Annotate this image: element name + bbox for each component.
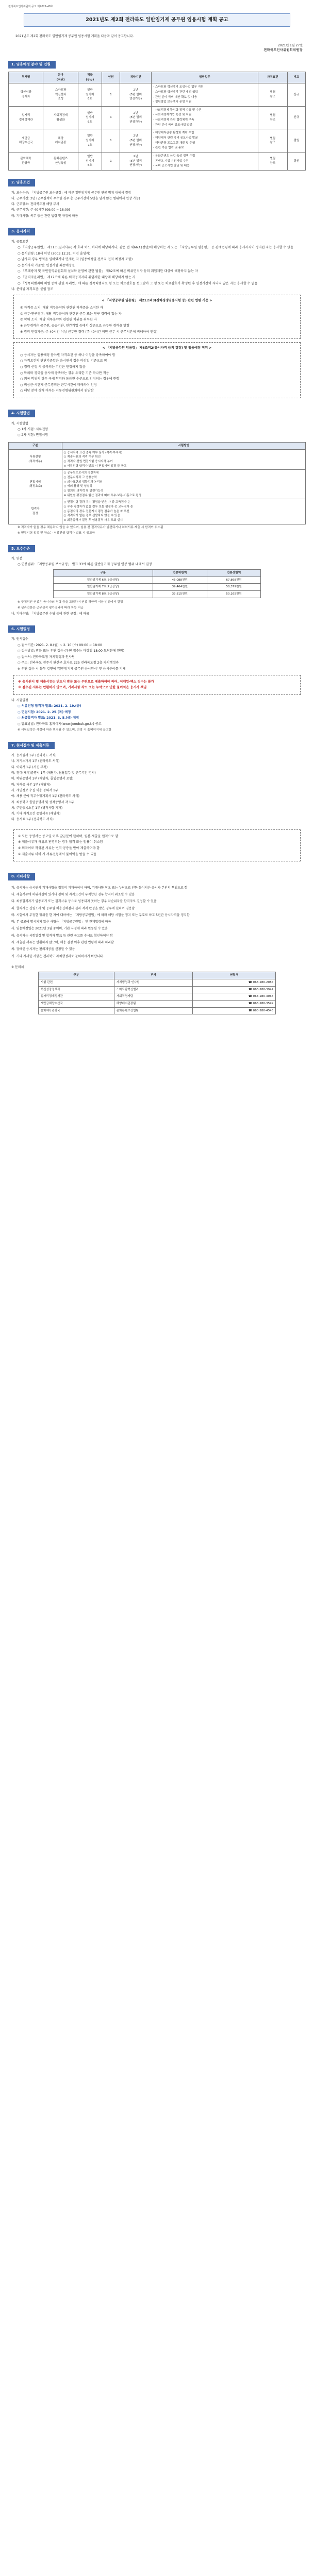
contact-cell: ☎ 063-280-3066 xyxy=(192,993,276,1001)
contact-cell: 시험 관련 xyxy=(38,979,114,986)
salary-cell: 일반임기제 6호(6급상당) xyxy=(53,577,153,584)
contact-cell: 새만금해양수산국 xyxy=(38,1000,114,1007)
law-box-1-line: ※ 근무경력은 공무원, 공공기관, 민간기업 등에서 상근으로 근무한 경력을 말함 xyxy=(20,324,130,328)
cell-dept: 새만금 해양수산국 xyxy=(9,129,43,152)
table-header-cell: 연락처 xyxy=(192,972,276,979)
exam-detail-line: ※ 서류전형 합격자 발표 시 면접시험 일정 등 공고 xyxy=(63,464,127,468)
exam-method-line: ○ 1차 시험: 서류전형 xyxy=(18,427,48,431)
table-header-cell: 연봉하한액 xyxy=(153,569,207,577)
table-header-cell: 구분 xyxy=(9,443,62,450)
cell-dept: 혁신성장 정책과 xyxy=(9,83,43,107)
salary-cell: 58,379천원 xyxy=(207,584,261,591)
notice-org: 전라북도인사위원회위원장 xyxy=(263,48,303,53)
exam-detail-line: ○ 면접시험 결과 우수 평정을 받은 자 중 고득점자 순 xyxy=(63,501,130,504)
cell-grade: 일반 임기제 6호 xyxy=(78,83,102,107)
exam-detail-line: ○ 우수 평정자가 없을 경우 보통 평정자 중 고득점자 순 xyxy=(63,505,134,509)
salary-cell: 67,868천원 xyxy=(207,577,261,584)
document-item: 라. 경력(재직)증명서 1부 (해당자, 담당업무 및 근무기간 명시) xyxy=(11,771,96,775)
application-title: 가. 원서접수 xyxy=(11,637,28,641)
duty-list xyxy=(153,108,256,128)
cell-count: 1 xyxy=(102,83,120,107)
exam-detail-line: ※ 최종합격자 결정 후 임용결격 사유 조회 실시 xyxy=(63,518,123,522)
document-note: ※ 제출서류가 허위로 판명되는 경우 합격 또는 임용이 취소됨 xyxy=(18,840,103,844)
duty-item: - 문화콘텐츠 산업 육성 정책 수립 xyxy=(153,155,195,158)
duty-list xyxy=(153,85,256,105)
law-box-1-line: ① 자격증 소지: 해당 직무분야와 관련된 자격증을 소지한 자 xyxy=(20,306,103,310)
documents-list xyxy=(8,753,306,822)
application-line: ○ 접수처: 전라북도청 자치행정과 인사팀 xyxy=(18,655,75,659)
exam-detail-line: ○ 적격자가 없는 경우 선발하지 않을 수 있음 xyxy=(63,514,120,518)
document-item: 다. 이력서 1부 (사진 부착) xyxy=(11,765,48,769)
qualification-line: ○ 응시자격 기준일: 면접시험 최종예정일 xyxy=(18,263,75,267)
table-row xyxy=(38,993,276,1001)
salary-note: ※ 성과연봉은 근무실적 평가결과에 따라 차등 지급 xyxy=(18,606,84,609)
exam-detail-line: ※ 위원별 평정점수 합산 결과에 따라 우수·보통·미흡으로 평정 xyxy=(63,494,142,497)
duty-list xyxy=(153,131,256,150)
contact-cell: 혁신성장정책과 xyxy=(38,986,114,993)
document-item: 나. 자기소개서 1부 (전라북도 서식) xyxy=(11,759,60,764)
law-box-2-line: ○ 해당 분야 경력 여부는 서류전형위원회에서 판단함 xyxy=(20,389,94,393)
misc-item: 라. 합격자는 신원조사 및 공무원 채용신체검사 결과 적격 판정을 받은 경우에 한하여 임용함 xyxy=(11,906,135,910)
duty-item: - 콘텐츠 기업 지원사업 추진 xyxy=(153,159,189,163)
cell-duties xyxy=(152,152,258,171)
table-header-cell: 구분 xyxy=(53,569,153,577)
duty-item: - 스마트팜 혁신밸리 조성사업 업무 지원 xyxy=(153,86,204,89)
exam-detail-line: ○ 예의·품행 및 성실성 xyxy=(63,485,92,488)
section-heading-4: 4. 시험방법 xyxy=(8,410,35,417)
cell-duties xyxy=(152,106,258,129)
table-header-cell: 부서명 xyxy=(9,72,43,83)
title-box xyxy=(24,13,290,27)
qualification-line: ○ 「성폭력범죄의 처벌 등에 관한 특례법」에 따른 성폭력범죄로 형 또는 치료감호를 선고받아 그 형 또는 치료감호가 확정된 후 일정기간이 지나지 않은 자는 응시할 수 없음 xyxy=(18,281,258,285)
cell-qual: 별첨 참조 xyxy=(258,152,287,171)
cell-grade: 일반 임기제 7호 xyxy=(78,129,102,152)
misc-item: 자. 제출된 서류는 반환하지 않으며, 채용 결정 이후 관련 법령에 따라 처리함 xyxy=(11,941,114,945)
document-note: ※ 제출서류 미비 시 서류전형에서 불이익을 받을 수 있음 xyxy=(18,852,97,856)
duty-item: - 해양관광 프로그램 개발 및 운영 xyxy=(153,141,195,145)
contact-cell: ☎ 063-280-4543 xyxy=(192,1007,276,1014)
qualification-line: ○ 응시연령: 18세 이상 (2003.12.31. 이전 출생자) xyxy=(18,251,91,256)
cell-note: 신규 xyxy=(287,83,305,107)
document-item: 가. 응시원서 1부 (전라북도 서식) xyxy=(11,754,57,758)
misc-item: 마. 시험에서 부정한 행위를 한 자에 대하여는 「지방공무원법」에 따라 해당 시험을 정지 또는 무효로 하고 5년간 응시자격을 정지함 xyxy=(11,913,190,917)
exam-detail-line: ○ 제출서류의 적격 여부 확인 xyxy=(63,455,101,459)
document-item: 차. 주민등록초본 1부 (병적사항 기재) xyxy=(11,806,63,810)
cell-duties xyxy=(152,129,258,152)
documents-note-box xyxy=(13,829,301,861)
exam-detail-line: ○ 응시자격 요건 충족 여부 심사 (적격·부적격) xyxy=(63,451,123,454)
document-item: 바. 자격증 사본 1부 (해당자) xyxy=(11,783,51,787)
duty-item: - 해양레저관광 활성화 계획 수립 xyxy=(153,131,194,135)
condition-item: 다. 근무장소: 전라북도청 해당 부서 xyxy=(11,202,59,207)
cell-dept: 문화체육 관광국 xyxy=(9,152,43,171)
document-note: ※ 모든 증명서는 공고일 이후 발급분에 한하며, 원본 제출을 원칙으로 함 xyxy=(18,834,119,838)
contact-cell: ☎ 063-280-3599 xyxy=(192,1000,276,1007)
duty-item: - 사회적경제기업 육성 및 지원 xyxy=(153,113,192,117)
duty-item: - 사회적경제 활성화 정책 수립 및 추진 xyxy=(153,108,202,112)
qualification-line: ○ 「지방공무원법」 제31조(결격사유) 각 호의 어느 하나에 해당하거나, 같은 법 제66조(정년)에 해당하는 자 또는 「지방공무원 임용령」 등 관계법령에 따라 응시자격이 정지된 자는 응시할 수 없음 xyxy=(18,245,294,249)
table-row xyxy=(9,470,306,499)
table-header-cell: 담당업무 xyxy=(152,72,258,83)
table-header-cell: 구분 xyxy=(38,972,114,979)
table-header-cell: 부서 xyxy=(114,972,192,979)
notice-date: 2021년 1월 27일 xyxy=(278,43,303,47)
law-box-2-line: ○ 자격요건의 판단기준일은 응시원서 접수 마감일 기준으로 함 xyxy=(20,359,107,363)
law-box-2-line: ○ 비상근·시간제 근무경력은 근무시간에 비례하여 인정 xyxy=(20,383,97,387)
cell-term: 2년 (5년 범위 연장가능) xyxy=(120,152,152,171)
schedule-line: ○ 최종합격자 발표: 2021. 3. 5.(금) 예정 xyxy=(18,716,79,720)
conditions-list xyxy=(8,191,306,218)
law-box-1-line: ② 근무·연구경력: 해당 직무분야와 관련된 근무 또는 연구 경력이 있는 자 xyxy=(20,312,122,316)
misc-item: 바. 본 공고에 명시되지 않은 사항은 「지방공무원법」 및 관계법령에 따름 xyxy=(11,920,111,924)
table-header-cell: 직급 (등급) xyxy=(78,72,102,83)
cell-count: 1 xyxy=(102,106,120,129)
exam-detail-line: ○ 전문지식과 그 응용능력 xyxy=(63,476,97,479)
misc-item: 나. 제출서류에 허위사실이 있거나 경력 및 자격요건이 부적합한 경우 합격이 취소될 수 있음 xyxy=(11,893,135,896)
section-heading-5: 5. 보수수준 xyxy=(8,545,35,553)
cell-count: 1 xyxy=(102,152,120,171)
duty-item: - 해양레저 관련 국비 공모사업 발굴 xyxy=(153,137,198,140)
salary-line: ○ 연봉범위: 「지방공무원 보수규정」 별표 33에 따른 일반임기제 공무원 연봉 범위 내에서 결정 xyxy=(18,563,152,567)
table-row xyxy=(9,499,306,524)
intro-text: 2021년도 제2회 전라북도 일반임기제 공무원 임용시험 계획을 다음과 같이 공고합니다. xyxy=(15,35,134,39)
salary-cell: 33,815천원 xyxy=(153,590,207,598)
salary-table xyxy=(53,569,261,598)
contact-cell: 해양레저관광팀 xyxy=(114,1000,192,1007)
salary-note: ※ 구체적인 연봉은 응시자의 경력 등을 고려하여 연봉 하한액 이상 범위에서 결정 xyxy=(18,600,123,604)
exam-stage: 합격자 결정 xyxy=(9,499,62,524)
document-item: 자. 최종학교 졸업증명서 및 성적증명서 각 1부 xyxy=(11,800,74,804)
qualification-line: ○ 남자의 경우 병역을 필하였거나 면제된 자 (임용예정일 전까지 전역 예정자 포함) xyxy=(18,258,133,262)
cell-grade: 일반 임기제 6호 xyxy=(78,106,102,129)
qualification-common-list xyxy=(8,245,306,286)
contact-table xyxy=(38,972,276,1014)
application-line: ○ 주소: 전라북도 전주시 완산구 효자로 225 전라북도청 2층 자치행정과 xyxy=(18,661,119,665)
cell-qual: 별첨 참조 xyxy=(258,83,287,107)
duty-item: - 청년창업 보육센터 운영 지원 xyxy=(153,100,192,104)
exam-note: ※ 적격자가 없을 경우 채용하지 않을 수 있으며, 임용 전 결격사유가 발견되거나 허위서류 제출 시 합격이 취소됨 xyxy=(18,526,163,529)
table-header-cell: 연봉상한액 xyxy=(207,569,261,577)
salary-cell: 50,165천원 xyxy=(207,590,261,598)
table-header-cell: 자격요건 xyxy=(258,72,287,83)
duty-item: - 관련 기관 협력 및 홍보 xyxy=(153,146,184,150)
salary-cell: 39,464천원 xyxy=(153,584,207,591)
section-heading-1: 1. 임용예정 분야 및 인원 xyxy=(8,61,56,69)
notice-meta xyxy=(8,43,303,53)
cell-term: 2년 (5년 범위 연장가능) xyxy=(120,106,152,129)
law-box-1-head: < 「지방공무원 임용령」 제21조의3(경력경쟁임용시험 등) 관련 법령 기준 > xyxy=(102,299,212,303)
exam-notes xyxy=(8,526,306,536)
duty-item: - 국비 공모사업 발굴 및 대응 xyxy=(153,164,190,168)
misc-item: 가. 응시자는 응시원서 기재사항을 정확히 기재하여야 하며, 기재사항 착오 또는 누락으로 인한 불이익은 응시자 본인의 책임으로 함 xyxy=(11,886,188,890)
duty-item: - 스마트팜 혁신밸리 관련 대외 협력 xyxy=(153,90,198,94)
exam-detail-line: ○ 창의력·의지력 및 발전가능성 xyxy=(63,489,104,493)
contact-cell: ☎ 063-280-2084 xyxy=(192,979,276,986)
cell-term: 2년 (5년 범위 연장가능) xyxy=(120,83,152,107)
allowance-line: 나. 기타수당: 「지방공무원 수당 등에 관한 규정」에 따름 xyxy=(11,612,89,616)
table-header-cell: 시험방법 xyxy=(62,443,305,450)
exam-detail-line: ○ 동점자의 경우 전문지식 평정 점수가 높은 자 우선 xyxy=(63,510,129,513)
page-title: 2021년도 제2회 전라북도 일반임기제 공무원 임용시험 계획 공고 xyxy=(86,16,228,23)
schedule-title: 나. 시험일정 xyxy=(11,698,28,702)
application-line: ※ 우편 접수 시 봉투 겉면에 '일반임기제 공무원 응시원서' 및 응시분야를 기재 xyxy=(18,667,126,671)
cell-field: 문화콘텐츠 산업육성 xyxy=(43,152,78,171)
exam-note: ※ 면접시험 일정 및 장소는 서류전형 합격자 발표 시 공고함 xyxy=(18,531,95,535)
cell-term: 2년 (5년 범위 연장가능) xyxy=(120,129,152,152)
application-line: ○ 접수기간: 2021. 2. 8.(월) ~ 2. 10.(수) 09:00 ~ 18:00 xyxy=(18,643,102,647)
table-header-cell: 분야 (직위) xyxy=(43,72,78,83)
condition-item: 가. 보수수준: 「지방공무원 보수규정」에 따른 일반임기제 공무원 연봉 범위 내에서 결정 xyxy=(11,191,131,195)
exam-detail xyxy=(62,499,305,524)
table-row xyxy=(9,152,306,171)
section-heading-2: 2. 임용조건 xyxy=(8,179,35,187)
document-item: 마. 학위증명서 1부 (해당자, 졸업증명서 포함) xyxy=(11,777,74,781)
misc-item: 차. 장애인 응시자는 편의제공을 신청할 수 있음 xyxy=(11,947,75,952)
table-row xyxy=(9,83,306,107)
schedule-line: ○ 면접시험: 2021. 2. 25.(목) 예정 xyxy=(18,710,71,714)
law-box-1-line: ※ 경력 인정기준: 주 40시간 이상 근무한 경력 (주 40시간 미만 근무 시 근무시간에 비례하여 인정) xyxy=(20,330,158,334)
section-heading-8: 8. 기타사항 xyxy=(8,873,35,880)
cell-duties xyxy=(152,83,258,107)
duty-item: - 사회적경제 관련 협력체계 구축 xyxy=(153,118,194,122)
table-header-cell: 인원 xyxy=(102,72,120,83)
schedule-line: ○ 서류전형 합격자 발표: 2021. 2. 19.(금) xyxy=(18,704,81,708)
cell-note: 신규 xyxy=(287,106,305,129)
announce-method: ○ 발표방법: 전라북도 홈페이지(www.jeonbuk.go.kr) 공고 xyxy=(18,722,102,726)
table-row xyxy=(38,979,276,986)
law-box-2 xyxy=(13,342,301,398)
duty-item: - 관련 분야 국비 공모사업 발굴 xyxy=(153,123,192,127)
salary-notes xyxy=(8,600,306,611)
duty-list xyxy=(153,154,256,168)
law-box-2-line: ○ 경력 산정 시 중복되는 기간은 인정하지 않음 xyxy=(20,365,86,369)
application-warning-box xyxy=(13,675,301,695)
schedule-note: ※ 시험일정은 사정에 따라 변경될 수 있으며, 변경 시 홈페이지에 공고함 xyxy=(18,728,111,732)
table-row xyxy=(9,129,306,152)
salary-cell: 일반임기제 8호(8급상당) xyxy=(53,590,153,598)
cell-grade: 일반 임기제 6호 xyxy=(78,152,102,171)
document-item: 아. 채용 분야 직무수행계획서 1부 (전라북도 서식) xyxy=(11,794,79,799)
exam-detail xyxy=(62,449,305,470)
exam-detail-line: ○ 공무원으로서의 정신자세 xyxy=(63,471,99,475)
table-row xyxy=(38,986,276,993)
law-box-1-line: ③ 학위 소지: 해당 직무분야와 관련된 학위를 취득한 자 xyxy=(20,318,97,322)
exam-method-table xyxy=(8,442,306,524)
salary-cell: 일반임기제 7호(7급상당) xyxy=(53,584,153,591)
table-row xyxy=(38,1000,276,1007)
cell-qual: 별첨 참조 xyxy=(258,129,287,152)
table-row xyxy=(53,584,261,591)
table-row xyxy=(9,106,306,129)
document-note: ※ 외국어로 작성된 서류는 번역·공증을 받아 제출하여야 함 xyxy=(18,846,100,850)
table-row xyxy=(9,449,306,470)
table-row xyxy=(38,1007,276,1014)
misc-item: 사. 임용예정일은 2021년 3월 중이며, 기관 사정에 따라 변동될 수 있음 xyxy=(11,927,108,931)
condition-item: 라. 근무시간: 주 40시간 (09:00 ~ 18:00) xyxy=(11,208,70,212)
cell-field: 해양 레저관광 xyxy=(43,129,78,152)
salary-cell: 46,088천원 xyxy=(153,577,207,584)
section-heading-3: 3. 응시자격 xyxy=(8,228,35,235)
law-box-1 xyxy=(13,295,301,339)
document-item: 타. 응시표 1부 (전라북도 서식) xyxy=(11,818,54,822)
contact-cell: 사회적경제팀 xyxy=(114,993,192,1001)
exam-method-title: 가. 시험방법 xyxy=(11,421,28,426)
contact-cell: 일자리경제정책관 xyxy=(38,993,114,1001)
application-warning: ※ 접수된 서류는 반환하지 않으며, 기재사항 착오 또는 누락으로 인한 불이익은 응시자 책임 xyxy=(18,686,147,690)
contact-cell: ☎ 063-280-3944 xyxy=(192,986,276,993)
cell-count: 1 xyxy=(102,129,120,152)
cell-note: 결원 xyxy=(287,152,305,171)
law-box-2-line: ○ 응시자는 임용예정 분야별 자격요건 중 하나 이상을 충족하여야 함 xyxy=(20,353,115,357)
misc-item: 다. 최종합격자가 임용포기 또는 결격사유 등으로 임용되지 못하는 경우 차순위자를 합격자로 결정할 수 있음 xyxy=(11,900,157,904)
cell-note: 결원 xyxy=(287,129,305,152)
cell-dept: 일자리 경제정책관 xyxy=(9,106,43,129)
schedule-list xyxy=(8,704,306,721)
law-box-2-head: < 「지방공무원 임용령」 제6조의2(응시자격 등의 결정) 및 임용예정 직위 > xyxy=(102,346,212,350)
document-item: 사. 개인정보 수집·이용 동의서 1부 xyxy=(11,788,58,792)
qualification-line: ○ 「부패방지 및 국민권익위원회의 설치와 운영에 관한 법률」 제82조에 따른 비위면직자 등의 취업제한 대상에 해당하지 않는 자 xyxy=(18,269,198,274)
misc-list xyxy=(8,886,306,959)
table-header-cell: 계약기간 xyxy=(120,72,152,83)
qualification-line: ○ 「공직자윤리법」 제17조에 따른 퇴직공직자의 취업제한 대상에 해당하지 않는 자 xyxy=(18,275,136,279)
exam-detail xyxy=(62,470,305,499)
exam-detail-line: ○ 의사표현의 정확성과 논리성 xyxy=(63,480,103,484)
misc-item: 카. 기타 자세한 사항은 전라북도 자치행정과로 문의하시기 바랍니다. xyxy=(11,954,104,958)
exam-stage: 면접시험 (평정요소) xyxy=(9,470,62,499)
table-row xyxy=(53,577,261,584)
document-item: 카. 기타 자격요건 증빙서류 (해당자) xyxy=(11,812,61,816)
exam-method-list xyxy=(8,427,306,438)
condition-item: 나. 근무기간: 2년 (근무실적이 우수한 경우 총 근무기간이 5년을 넘지 않는 범위에서 연장 가능) xyxy=(11,196,140,200)
contact-cell: 스마트팜혁신밸리 xyxy=(114,986,192,993)
exam-stage: 서류전형 (적격여부) xyxy=(9,449,62,470)
duty-item: - 관련 분야 국비 예산 확보 및 대응 xyxy=(153,95,197,99)
section-heading-7: 7. 원서접수 및 제출서류 xyxy=(8,742,55,750)
table-row xyxy=(53,590,261,598)
qualification-field-title: 나. 분야별 자격요건: 붙임 참조 xyxy=(11,287,54,292)
table-header-cell: 비고 xyxy=(287,72,305,83)
cell-qual: 별첨 참조 xyxy=(258,106,287,129)
salary-title: 가. 연봉 xyxy=(11,557,23,561)
law-box-2-line: ○ 학위와 경력을 동시에 충족하는 경우 유리한 기준 하나만 적용 xyxy=(20,371,109,375)
doc-number: 전라북도인사위원회 공고 제2021-48호 xyxy=(8,5,53,8)
exam-detail-line: ○ 적격자 전원 면접시험 응시자격 부여 xyxy=(63,460,113,463)
cell-field: 스마트팜 혁신밸리 조성 xyxy=(43,83,78,107)
condition-item: 마. 기타사항: 복무 등은 관련 법령 및 규정에 따름 xyxy=(11,214,78,218)
positions-table xyxy=(8,72,306,171)
section-heading-6: 6. 시험일정 xyxy=(8,625,35,633)
contact-intro: ※ 문의처 xyxy=(11,965,24,969)
contact-cell: 자치행정과 인사팀 xyxy=(114,979,192,986)
cell-field: 사회적경제 활성화 xyxy=(43,106,78,129)
qualification-common-title: 가. 공통요건 xyxy=(11,240,28,244)
contact-cell: 문화체육관광국 xyxy=(38,1007,114,1014)
exam-method-line: ○ 2차 시험: 면접시험 xyxy=(18,433,48,437)
application-line: ○ 접수방법: 방문 또는 우편 접수 (우편 접수는 마감일 18:00 도착분에 한함) xyxy=(18,649,125,653)
contact-cell: 문화콘텐츠산업팀 xyxy=(114,1007,192,1014)
misc-item: 아. 응시자는 시험일정 및 합격자 발표 등 관련 공고를 수시로 확인하여야 함 xyxy=(11,934,113,938)
law-box-2-line: ○ 외국 학위의 경우 국내 학위와 동등한 수준으로 인정되는 경우에 한함 xyxy=(20,377,120,381)
application-warning: ※ 응시원서 및 제출서류는 반드시 방문 또는 우편으로 제출하여야 하며, 이메일·팩스 접수는 불가 xyxy=(18,680,154,684)
application-list xyxy=(8,643,306,672)
